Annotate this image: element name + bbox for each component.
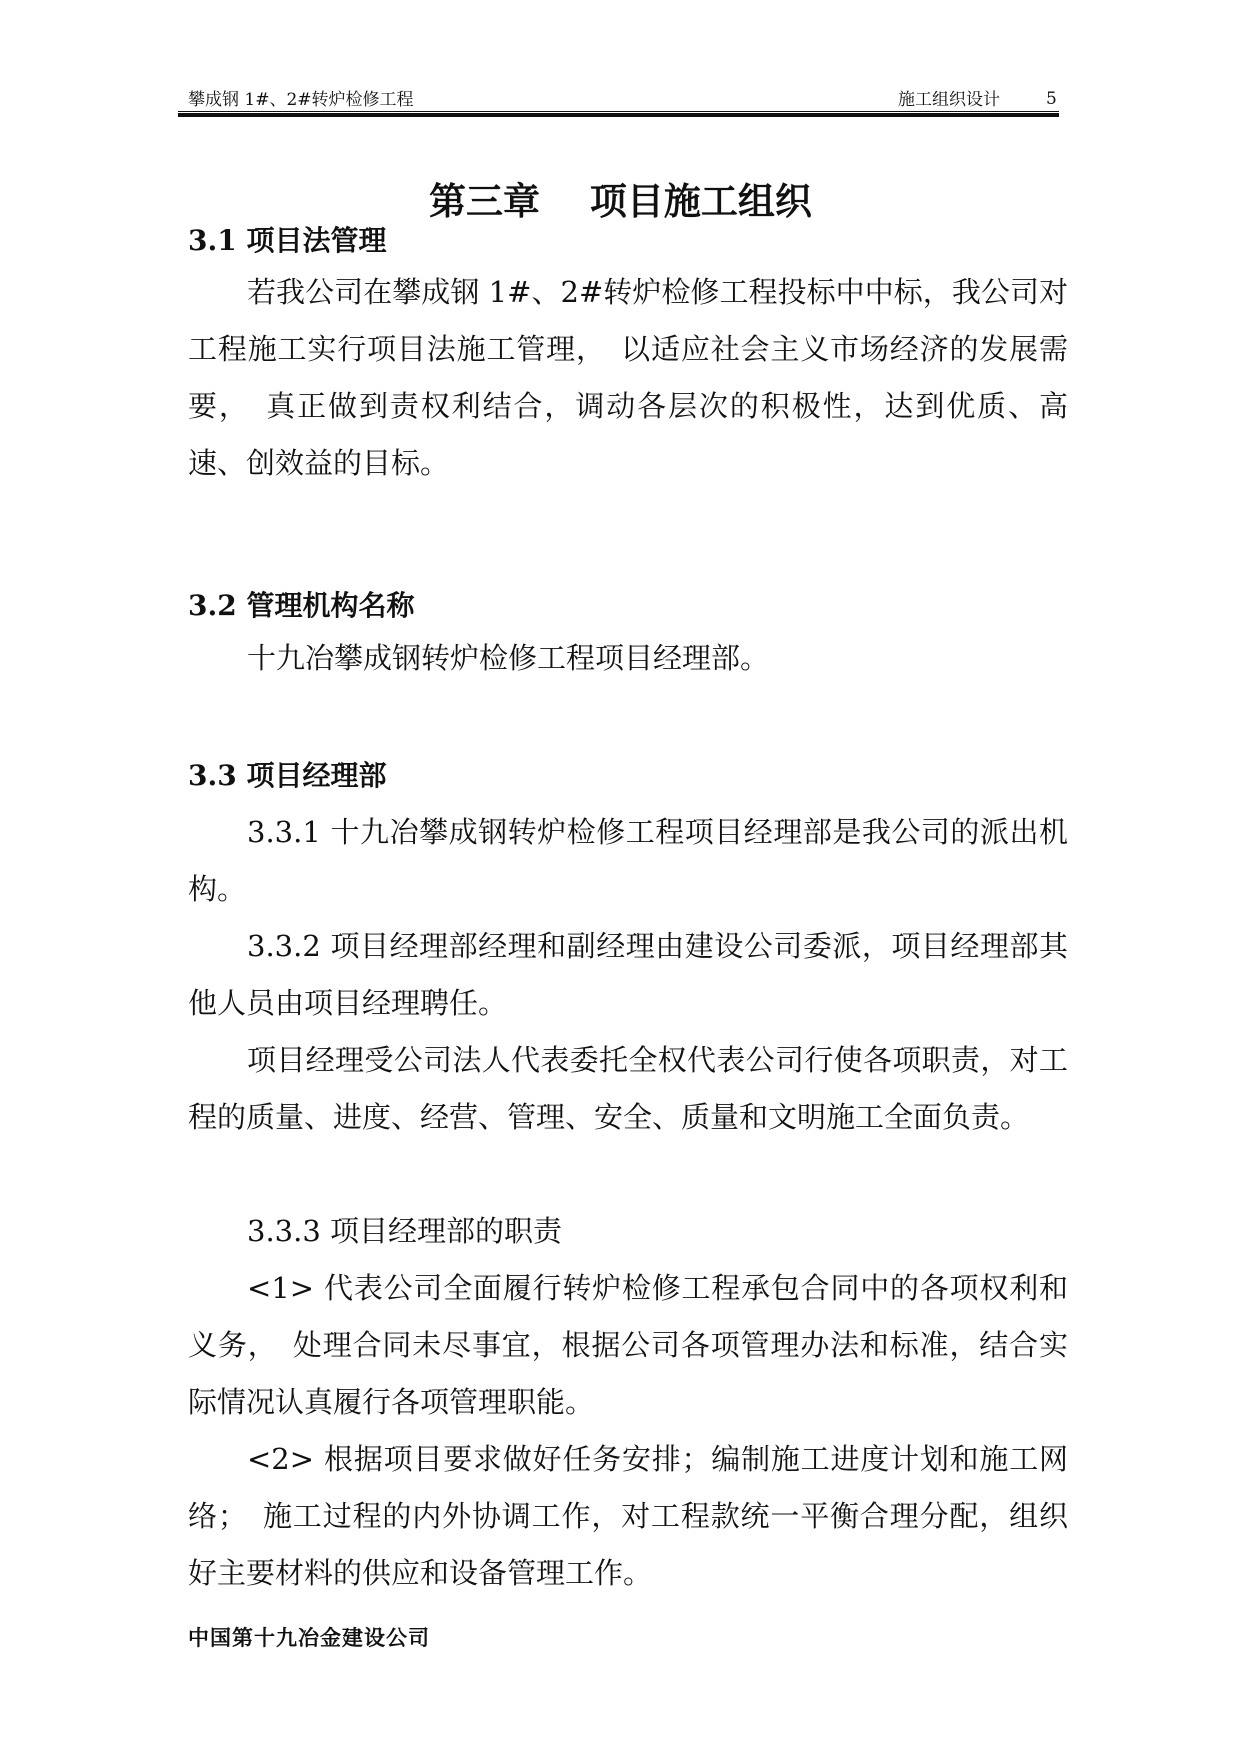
header-rule-thin	[178, 111, 1059, 112]
list-item: <2> 根据项目要求做好任务安排；编制施工进度计划和施工网络； 施工过程的内外协调工作，对工程款统一平衡合理分配，组织好主要材料的供应和设备管理工作。	[188, 1442, 1068, 1590]
header-project-name: 攀成钢 1#、2#转炉检修工程	[188, 90, 414, 110]
header-rule-thick	[178, 113, 1059, 117]
body-paragraph: 3.3.1 十九冶攀成钢转炉检修工程项目经理部是我公司的派出机构。	[188, 815, 1068, 906]
footer-company-name: 中国第十九冶金建设公司	[188, 1625, 430, 1650]
section-heading: 3.1 项目法管理	[188, 224, 387, 257]
subsection-heading: 3.3.3 项目经理部的职责	[247, 1214, 563, 1248]
header-document-type: 施工组织设计	[898, 90, 1000, 110]
list-item: <1> 代表公司全面履行转炉检修工程承包合同中的各项权利和义务， 处理合同未尽事宜，根据公司各项管理办法和标准，结合实际情况认真履行各项管理职能。	[188, 1271, 1068, 1419]
body-paragraph: 若我公司在攀成钢 1#、2#转炉检修工程投标中中标，我公司对工程施工实行项目法施工管理， 以适应社会主义市场经济的发展需要， 真正做到责权利结合，调动各层次的积极性，达到优质、高速、创效益的目标。	[188, 275, 1068, 480]
section-heading: 3.3 项目经理部	[188, 759, 387, 792]
body-paragraph: 3.3.2 项目经理部经理和副经理由建设公司委派，项目经理部其他人员由项目经理聘任。	[188, 929, 1068, 1020]
header-page-number: 5	[1046, 89, 1057, 109]
body-paragraph: 十九冶攀成钢转炉检修工程项目经理部。	[247, 641, 770, 675]
section-heading: 3.2 管理机构名称	[188, 589, 415, 622]
body-paragraph: 项目经理受公司法人代表委托全权代表公司行使各项职责，对工程的质量、进度、经营、管理、安全、质量和文明施工全面负责。	[188, 1043, 1068, 1134]
chapter-title: 第三章 项目施工组织	[429, 179, 812, 223]
